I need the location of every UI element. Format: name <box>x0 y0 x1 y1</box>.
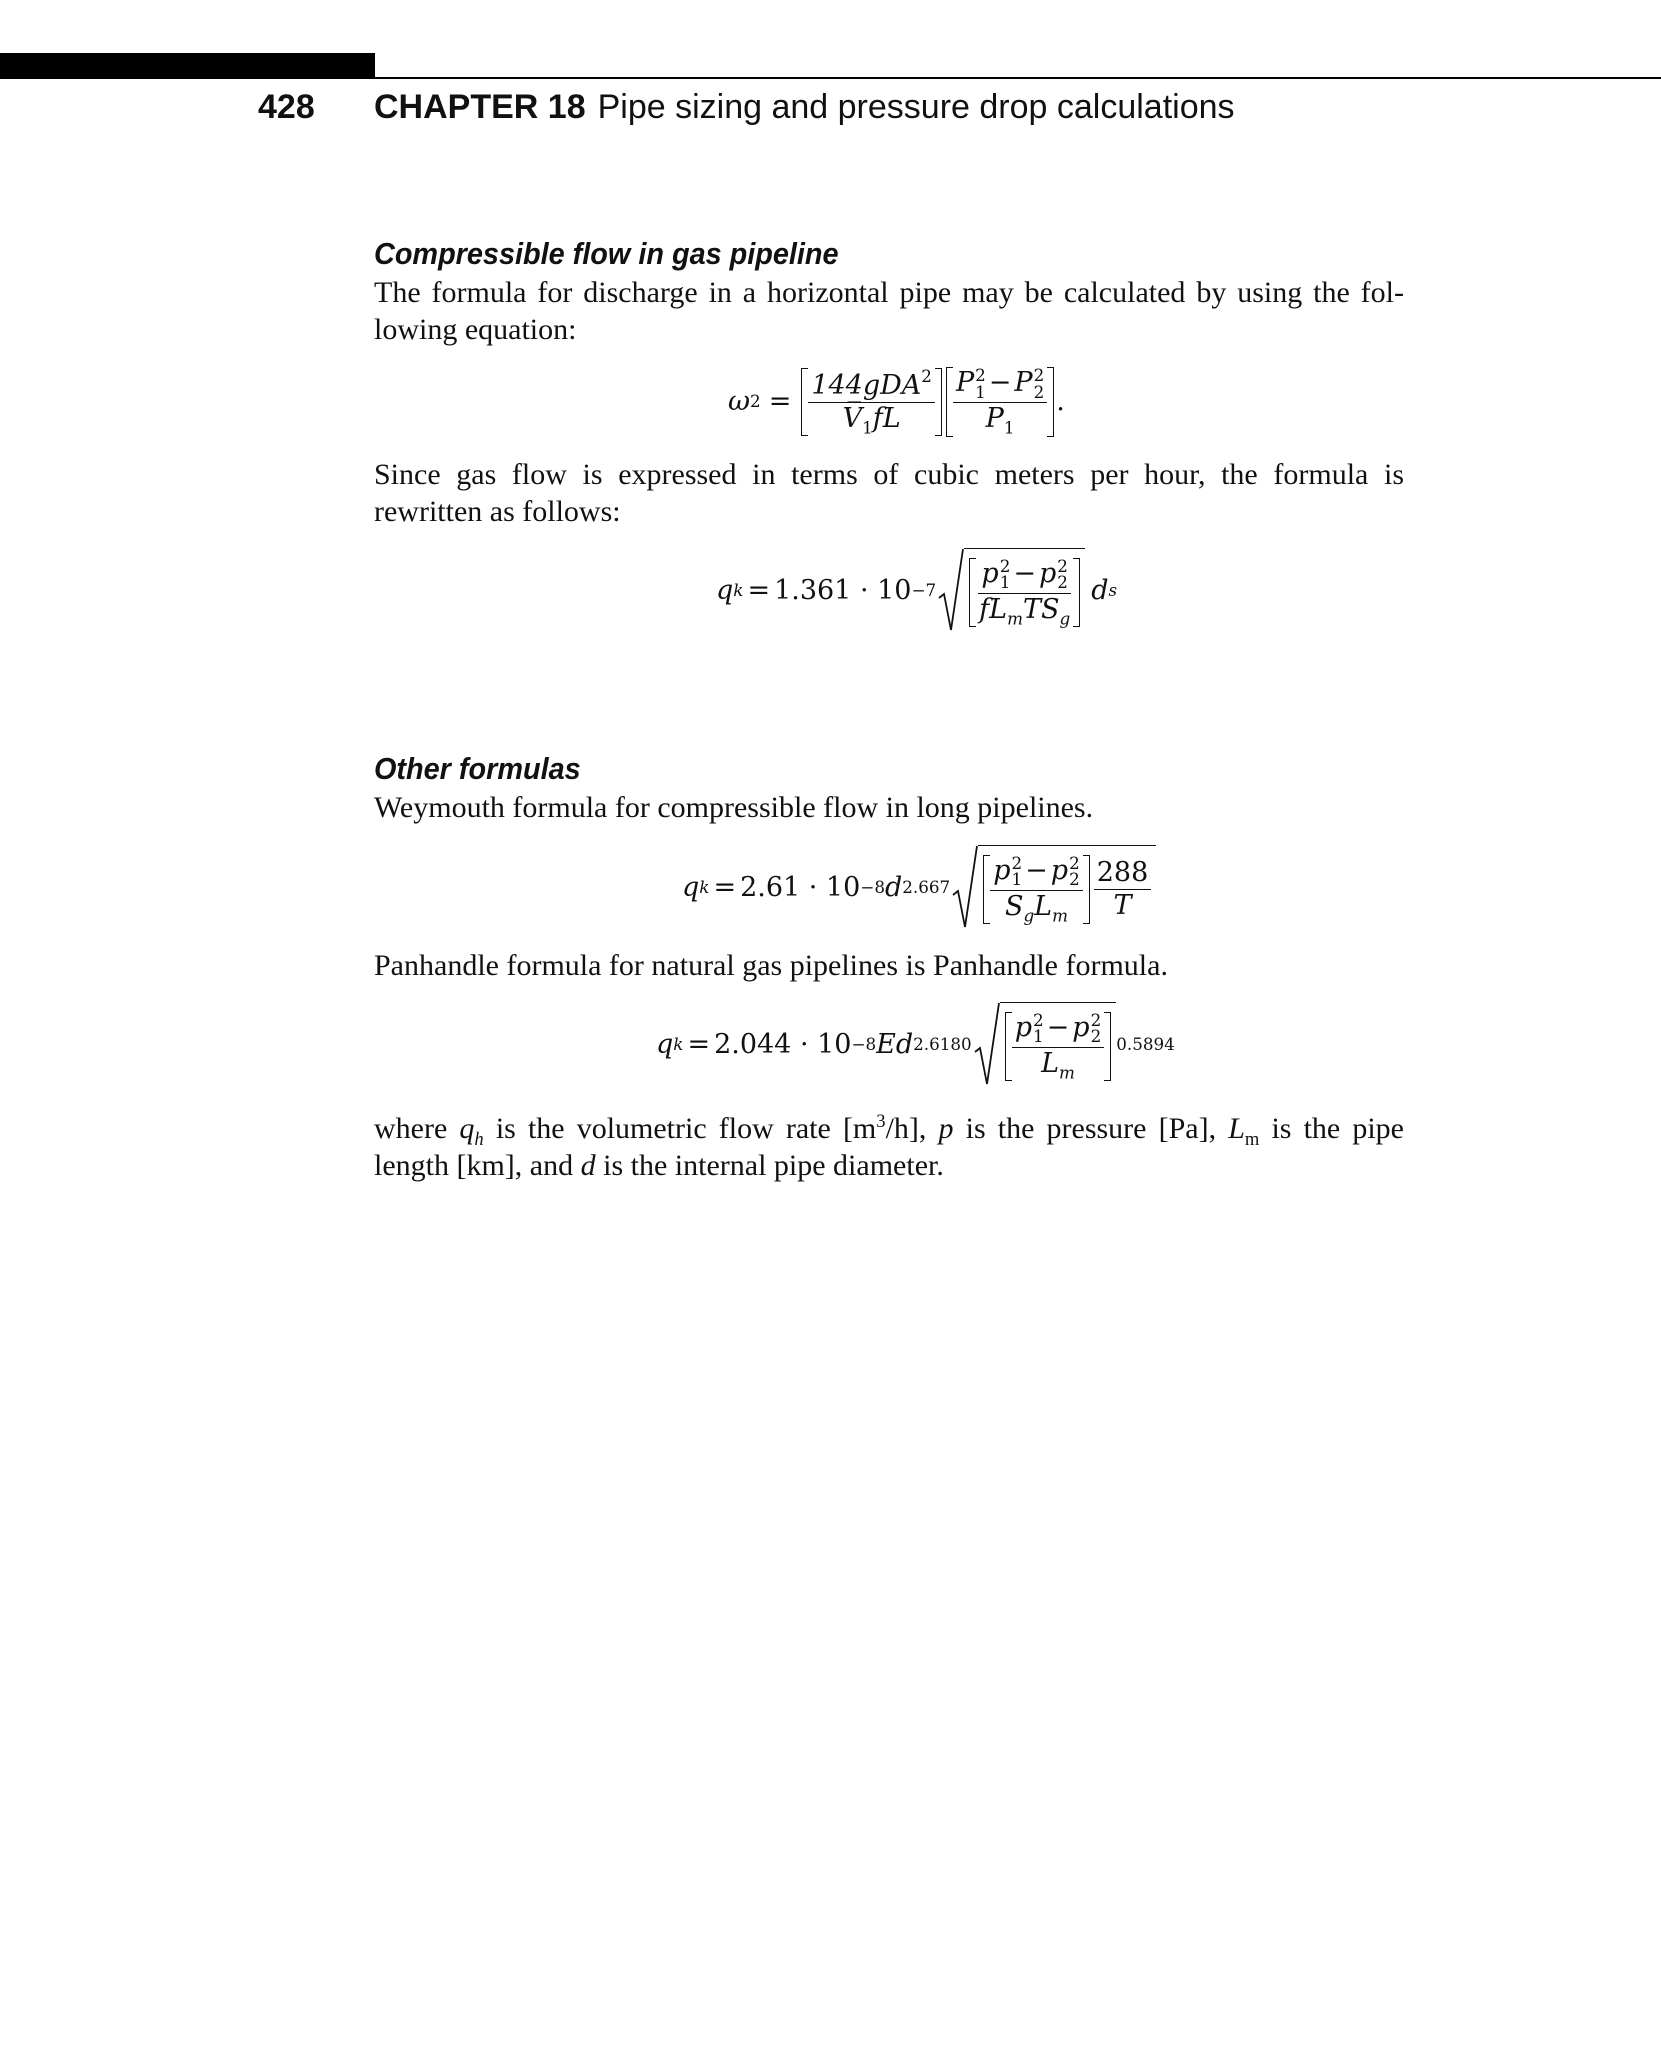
eq4-sqrt <box>974 1002 1117 1086</box>
eq4-num-b: p <box>1072 1011 1090 1043</box>
def-text-2: is the volumetric flow rate [m <box>483 1112 877 1145</box>
eq4-outer-exp: 0.5894 <box>1116 1033 1175 1054</box>
eq2-den-mid: TS <box>1022 594 1060 626</box>
eq3-equals: = <box>713 871 737 903</box>
eq1-den1: V̅ <box>842 402 863 434</box>
definitions-paragraph <box>374 1110 1404 1184</box>
eq4-exp-b: 2 <box>1090 1009 1102 1030</box>
eq1-sub-b: 2 <box>1033 381 1045 402</box>
eq2-tail-exp: s <box>1108 579 1118 600</box>
eq4-d-exp: 2.6180 <box>913 1033 972 1054</box>
eq3-frac-num: 288 <box>1094 859 1152 890</box>
eq1-num2a: P <box>955 367 975 399</box>
eq4-num-a: p <box>1014 1011 1032 1043</box>
eq4-lhs: q <box>656 1028 674 1060</box>
weymouth-paragraph: Weymouth formula for compressible flow in long pipelines. <box>374 791 1094 824</box>
eq1-period: . <box>1056 386 1065 418</box>
eq1-exp-a: 2 <box>975 365 986 385</box>
eq2-lhs: q <box>716 574 734 606</box>
eq3-den: S <box>1004 891 1024 923</box>
def-Lm: L <box>1228 1112 1245 1145</box>
eq2-coef: 1.361 · 10 <box>774 574 912 606</box>
eq3-sub-a: 1 <box>1011 869 1023 890</box>
eq2-radical-sign <box>938 548 964 632</box>
eq3-den-sub: g <box>1023 905 1035 926</box>
eq2-den-sub: m <box>1007 608 1023 629</box>
eq3-frac-den: T <box>1113 890 1132 921</box>
eq1-den2: P <box>985 403 1004 435</box>
eq4-Ed: Ed <box>876 1028 914 1060</box>
chapter-title: Pipe sizing and pressure drop calculations <box>597 88 1235 126</box>
eq3-num-b: p <box>1050 854 1069 886</box>
def-text-3: /h], <box>885 1112 939 1145</box>
eq3-lhs-sub: k <box>699 876 710 897</box>
eq3-coef-exp: −8 <box>860 876 885 897</box>
def-text-5: is the pipe length [km], and <box>374 1112 1404 1182</box>
eq2-sub-a: 1 <box>999 572 1011 593</box>
eq4-exp-a: 2 <box>1033 1009 1044 1030</box>
header-bar <box>0 53 375 79</box>
def-text-4: is the pressure [Pa], <box>953 1112 1229 1145</box>
eq4-coef: 2.044 · 10 <box>714 1028 852 1060</box>
eq4-coef-exp: −8 <box>851 1033 877 1054</box>
page-number: 428 <box>258 88 315 126</box>
def-m3-exp: 3 <box>876 1111 886 1132</box>
eq3-exp-b: 2 <box>1069 852 1080 873</box>
eq2-sub-b: 2 <box>1057 572 1068 593</box>
eq3-sqrt <box>952 845 1156 929</box>
eq1-lhs: ω <box>728 386 751 418</box>
eq1-den1-sub: 1 <box>862 417 873 438</box>
eq1-num2b: P <box>1014 367 1033 399</box>
section-heading-compressible: Compressible flow in gas pipeline <box>374 236 839 271</box>
eq3-d: d <box>884 871 903 903</box>
eq2-sqrt <box>938 548 1085 632</box>
rewrite-paragraph: Since gas flow is expressed in terms of cubic meters per hour, the formula is rewritten as follows: <box>374 458 1404 528</box>
eq3-exp-a: 2 <box>1011 852 1023 873</box>
running-head <box>374 88 1235 127</box>
eq3-lhs: q <box>682 871 700 903</box>
panhandle-paragraph: Panhandle formula for natural gas pipelines is Panhandle formula. <box>374 949 1168 982</box>
eq4-den: L <box>1041 1048 1059 1080</box>
eq3-d-exp: 2.667 <box>902 876 951 897</box>
header-rule <box>375 77 1661 79</box>
def-text-1: where <box>374 1112 460 1145</box>
equation-omega <box>728 367 1065 437</box>
eq4-radical-sign <box>974 1002 1000 1086</box>
eq1-minus: − <box>988 367 1012 399</box>
eq4-sub-b: 2 <box>1090 1026 1102 1047</box>
eq1-exp-b: 2 <box>1033 365 1045 385</box>
eq3-minus: − <box>1025 854 1048 886</box>
def-d: d <box>580 1149 596 1182</box>
eq2-coef-exp: −7 <box>911 579 937 600</box>
eq2-minus: − <box>1013 557 1036 589</box>
eq2-num-a: p <box>981 557 999 589</box>
intro-paragraph: The formula for discharge in a horizontal pipe may be calculated by using the fol-lowing equation: <box>374 276 1404 346</box>
eq1-bracket-1 <box>801 365 942 438</box>
eq1-num1: 144gDA <box>811 369 922 401</box>
def-qh: q <box>459 1112 475 1145</box>
eq2-exp-b: 2 <box>1057 555 1068 576</box>
eq1-den1-rest: fL <box>872 402 901 434</box>
def-p: p <box>938 1112 954 1145</box>
equation-panhandle <box>656 1002 1175 1086</box>
eq4-den-sub: m <box>1059 1062 1075 1083</box>
eq4-lhs-sub: k <box>673 1033 684 1054</box>
eq3-sub-b: 2 <box>1069 869 1080 890</box>
chapter-label: CHAPTER 18 <box>374 88 586 126</box>
eq2-num-b: p <box>1038 557 1057 589</box>
eq2-den: fL <box>979 594 1008 626</box>
def-text-6: is the internal pipe diameter. <box>595 1149 944 1182</box>
equation-qk-1 <box>716 548 1117 632</box>
eq3-den-rest: L <box>1034 891 1053 923</box>
eq2-equals: = <box>747 574 771 606</box>
eq2-lhs-sub: k <box>733 579 744 600</box>
eq1-sub-a: 1 <box>975 381 986 402</box>
eq4-sub-a: 1 <box>1033 1026 1044 1047</box>
section-heading-other: Other formulas <box>374 751 581 786</box>
eq3-radical-sign <box>952 845 978 929</box>
def-qh-sub: h <box>474 1129 484 1150</box>
eq2-tail-d: d <box>1091 574 1109 606</box>
def-Lm-sub: m <box>1244 1129 1260 1150</box>
eq1-lhs-exp: 2 <box>750 391 761 412</box>
equation-weymouth <box>682 845 1156 929</box>
eq4-minus: − <box>1046 1011 1070 1043</box>
eq3-num-a: p <box>993 854 1011 886</box>
eq3-coef: 2.61 · 10 <box>740 871 861 903</box>
eq3-den-rest-sub: m <box>1052 905 1068 926</box>
eq1-equals: = <box>768 386 792 418</box>
eq1-bracket-2 <box>946 367 1054 437</box>
eq2-den-sub2: g <box>1059 608 1071 629</box>
eq4-equals: = <box>687 1028 711 1060</box>
eq1-num1-exp: 2 <box>921 365 932 386</box>
eq2-exp-a: 2 <box>999 555 1011 576</box>
eq1-den2-sub: 1 <box>1003 417 1015 438</box>
